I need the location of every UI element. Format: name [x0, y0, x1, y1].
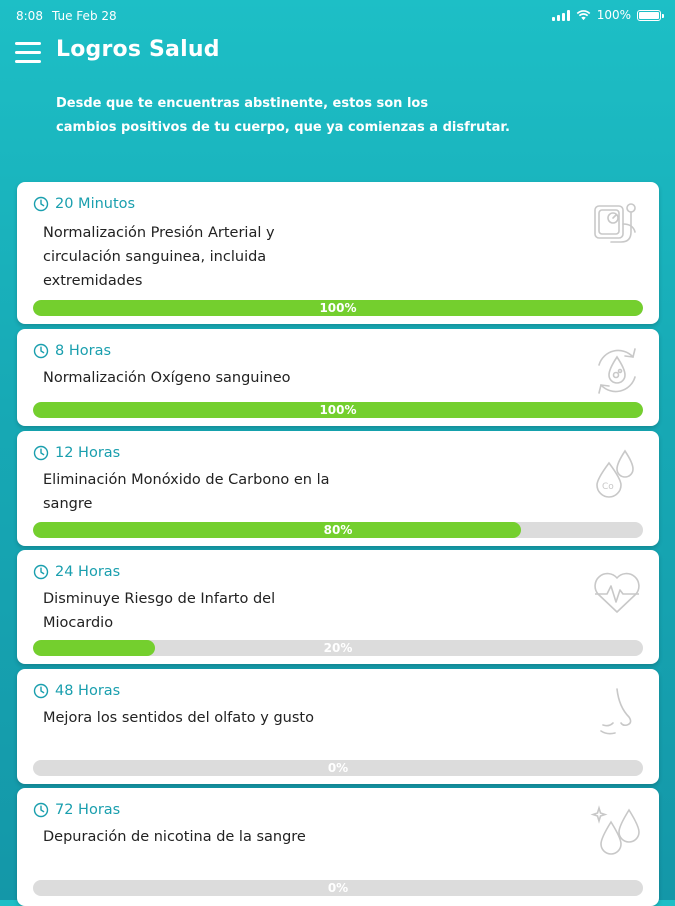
intro-text	[56, 92, 556, 140]
clock-icon	[33, 802, 49, 818]
clock-icon	[33, 683, 49, 699]
co-drops-icon	[589, 445, 645, 501]
achievement-card[interactable]	[17, 669, 659, 784]
achievement-time: 24 Horas	[55, 564, 121, 580]
progress-bar	[33, 880, 643, 896]
achievement-title: Disminuye Riesgo de Infarto del Miocardio	[43, 591, 276, 631]
app-header	[0, 32, 675, 80]
progress-bar	[33, 300, 643, 316]
hamburger-menu-icon[interactable]	[15, 42, 41, 64]
battery-icon	[637, 10, 661, 21]
progress-bar	[33, 402, 643, 418]
clock-icon	[33, 564, 49, 580]
status-indicators	[552, 8, 661, 22]
oxygen-drop-icon	[589, 343, 645, 399]
achievement-card[interactable]	[17, 550, 659, 664]
battery-percent: 100%	[596, 8, 631, 22]
clock-icon	[33, 343, 49, 359]
progress-bar	[33, 640, 643, 656]
achievement-time: 48 Horas	[55, 683, 121, 699]
achievement-time: 8 Horas	[55, 343, 112, 359]
intro-line-2: cambios positivos de tu cuerpo, que ya comienzas a disfrutar.	[56, 120, 510, 135]
achievement-time: 72 Horas	[55, 802, 121, 818]
achievement-title: Normalización Oxígeno sanguineo	[43, 370, 291, 386]
status-date: Tue Feb 28	[52, 9, 117, 23]
progress-label: 20%	[323, 641, 353, 655]
page-title: Logros Salud	[56, 37, 220, 62]
achievement-title: Eliminación Monóxido de Carbono en la sangre	[43, 472, 330, 512]
wifi-icon	[576, 10, 591, 21]
progress-label: 100%	[319, 403, 357, 417]
sparkle-drops-icon	[589, 802, 645, 858]
achievement-card[interactable]	[17, 182, 659, 324]
heart-pulse-icon	[589, 564, 645, 620]
achievement-title: Depuración de nicotina de la sangre	[43, 829, 306, 845]
intro-line-1: Desde que te encuentras abstinente, estos son los	[56, 96, 429, 111]
achievement-card[interactable]	[17, 431, 659, 546]
progress-label: 100%	[319, 301, 357, 315]
clock-icon	[33, 196, 49, 212]
achievement-card[interactable]	[17, 788, 659, 906]
achievement-time: 12 Horas	[55, 445, 121, 461]
progress-bar	[33, 760, 643, 776]
achievement-card[interactable]	[17, 329, 659, 426]
achievement-title: Mejora los sentidos del olfato y gusto	[43, 710, 314, 726]
clock-icon	[33, 445, 49, 461]
progress-label: 0%	[327, 761, 349, 775]
nose-icon	[589, 683, 645, 739]
signal-icon	[552, 10, 570, 21]
status-time: 8:08	[16, 9, 43, 23]
progress-bar	[33, 522, 643, 538]
progress-label: 0%	[327, 881, 349, 895]
progress-label: 80%	[323, 523, 353, 537]
achievement-title: Normalización Presión Arterial y circulación sanguinea, incluida extremidades	[43, 225, 275, 289]
status-bar	[0, 0, 675, 32]
svg-text:Co: Co	[602, 482, 614, 492]
achievement-time: 20 Minutos	[55, 196, 136, 212]
blood-pressure-icon	[589, 198, 645, 254]
